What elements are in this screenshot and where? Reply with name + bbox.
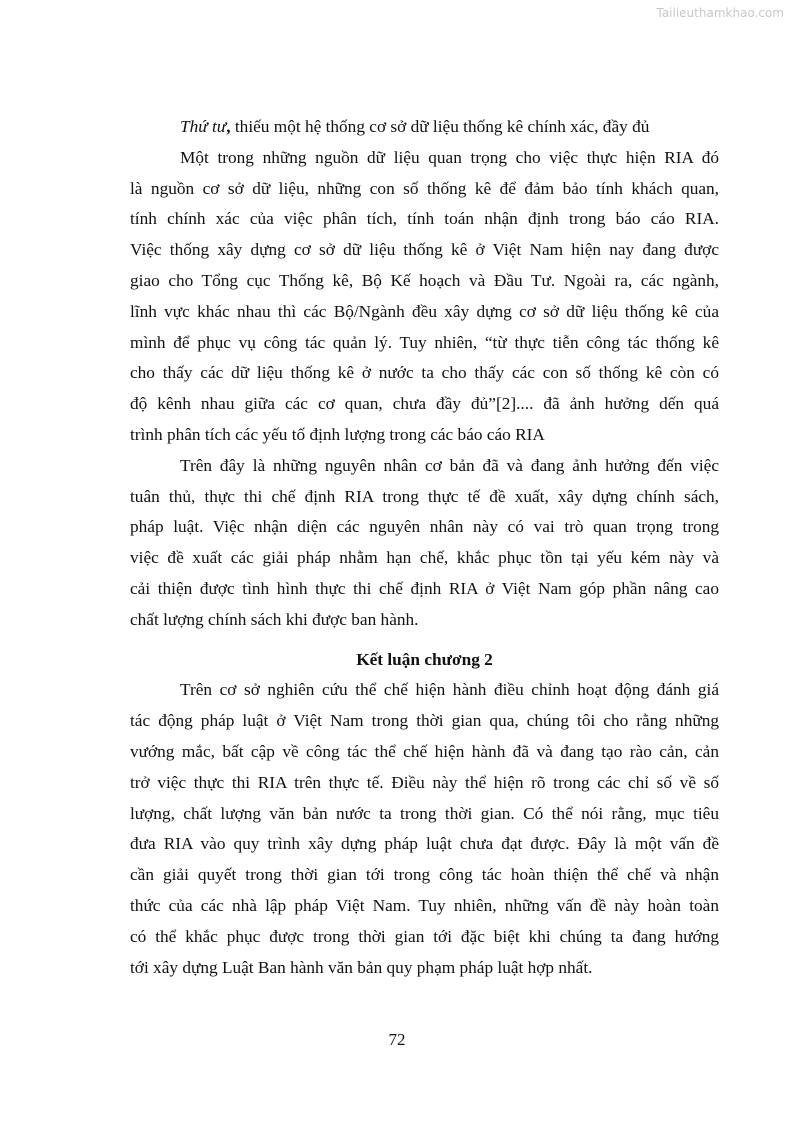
text-line: tác động pháp luật ở Việt Nam trong thời gian qua, chúng tôi cho rằng những	[130, 711, 719, 731]
text-line: trình phân tích các yếu tố định lượng trong các báo cáo RIA	[130, 424, 545, 444]
paragraph-lead-line	[130, 112, 719, 143]
text-line: Một trong những nguồn dữ liệu quan trọng cho việc thực hiện RIA đó	[180, 147, 719, 167]
watermark: Tailieuthamkhao.com	[656, 6, 784, 20]
text-line: cần giải quyết trong thời gian tới trong công tác hoàn thiện thể chế và nhận	[130, 865, 719, 885]
text-line: vướng mắc, bất cập về công tác thể chế hiện hành đã và đang tạo rào cản, cản	[130, 741, 719, 761]
text-line: Việc thống xây dựng cơ sở dữ liệu thống kê ở Việt Nam hiện nay đang được	[130, 240, 719, 260]
text-line: chất lượng chính sách khi được ban hành.	[130, 609, 419, 629]
text-line: Trên cơ sở nghiên cứu thể chế hiện hành điều chỉnh hoạt động đánh giá	[180, 680, 719, 700]
text-line: tuân thủ, thực thi chế định RIA trong thực tế đề xuất, xây dựng chính sách,	[130, 486, 719, 506]
text-line: cải thiện được tình hình thực thi chế định RIA ở Việt Nam góp phần nâng cao	[130, 578, 719, 598]
text-line: tới xây dựng Luật Ban hành văn bản quy phạm pháp luật hợp nhất.	[130, 957, 593, 977]
text-line: đưa RIA vào quy trình xây dựng pháp luật chưa đạt được. Đây là một vấn đề	[130, 834, 719, 854]
text-line: là nguồn cơ sở dữ liệu, những con số thống kê để đảm bảo tính khách quan,	[130, 178, 719, 198]
lead-bold-comma: ,	[226, 117, 231, 136]
text-line: trở việc thực thi RIA trên thực tế. Điều này thể hiện rõ trong các chỉ số về số	[130, 772, 719, 792]
page-number: 72	[388, 1030, 406, 1049]
text-line: giao cho Tổng cục Thống kê, Bộ Kế hoạch và Đầu Tư. Ngoài ra, các ngành,	[130, 270, 719, 290]
text-line: tính chính xác của việc phân tích, tính toán nhận định trong báo cáo RIA.	[130, 209, 719, 229]
text-line: pháp luật. Việc nhận diện các nguyên nhân này có vai trò quan trọng trong	[130, 517, 719, 537]
text-line: độ kênh nhau giữa các cơ quan, chưa đầy đủ”[2].... đã ảnh hưởng dến quá	[130, 394, 719, 414]
lead-italic-text: Thứ tư	[180, 117, 227, 136]
document-page	[130, 112, 719, 983]
text-line: lĩnh vực khác nhau thì các Bộ/Ngành đều xây dựng cơ sở dữ liệu thống kê của	[130, 301, 719, 321]
text-line: có thể khắc phục được trong thời gian tới đặc biệt khi chúng ta đang hướng	[130, 926, 719, 946]
text-line: Trên đây là những nguyên nhân cơ bản đã và đang ảnh hưởng đến việc	[180, 455, 719, 475]
text-line: cho thấy các dữ liệu thống kê ở nước ta cho thấy các con số thống kê còn có	[130, 363, 719, 383]
text-line: lượng, chất lượng văn bản nước ta trong thời gian. Có thể nói rằng, mục tiêu	[130, 803, 719, 823]
text-line: việc đề xuất các giải pháp nhằm hạn chế, khắc phục tồn tại yếu kém này và	[130, 548, 719, 568]
text-line: mình để phục vụ công tác quản lý. Tuy nhiên, “từ thực tiễn công tác thống kê	[130, 332, 719, 352]
section-heading: Kết luận chương 2	[356, 649, 493, 669]
text-line: thức của các nhà lập pháp Việt Nam. Tuy nhiên, những vấn đề này hoàn toàn	[130, 895, 719, 915]
lead-rest-text: thiếu một hệ thống cơ sở dữ liệu thống kê chính xác, đầy đủ	[230, 117, 650, 136]
